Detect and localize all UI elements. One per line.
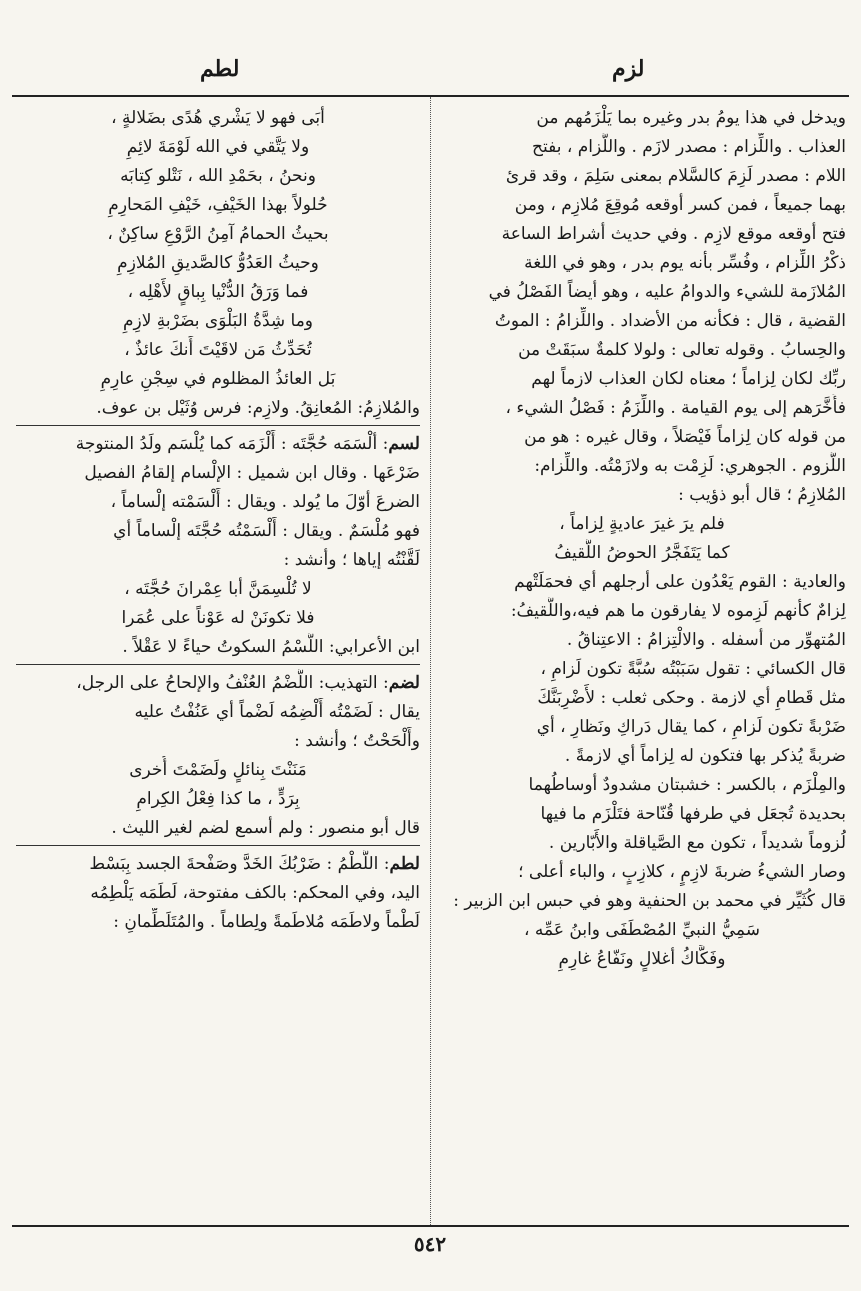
verse-line: لا تُلْسِمَنَّ أبا عِمْرانَ حُجَّتَه ، [124,579,312,599]
header-word-left: لطم [200,56,240,82]
text-line: اليد، وفي المحكم: بالكف مفتوحة، لَطَمَه يَلْطِمُه [90,883,420,903]
text-line: لُزوماً شديداً ، تكون مع الصَّياقلة والأَبّارين . [548,833,846,853]
text-line: مثل قَطامِ أي لازمة . وحكى ثعلب : لأَضْرِبَنَّكَ [537,688,846,708]
text-line: وأَلْحَحْتُ ؛ وأنشد : [294,731,420,751]
text-line: والعادية : القوم يَعْدُون على أرجلهم أي فحمَلَتْهم [514,572,846,592]
verse-line: بِرَدٍّ ، ما كذا فِعْلُ الكِرامِ [136,789,300,809]
entry-text: : ألْسَمَه حُجَّتَه : أَلْزَمَه كما يُلْسَم ولَدُ المنتوجة [75,434,389,454]
entry-headword: لطم [389,854,420,874]
bottom-rule [12,1225,849,1227]
verse-line: أبَى فهو لا يَشْري هُدًى بضَلالةٍ ، [111,108,325,128]
text-line: بحديدة تُجعَل في طرفها قُنّاحة فتَلْزَم ما فيها [540,804,846,824]
text-line: ويدخل في هذا يومُ بدر وغيره بما يَلْزَمُهم من [536,108,846,128]
verse-line: وفَكَّاكُ أغلالٍ ونَفّاعُ غارِمِ [558,949,726,969]
entry-separator [16,425,420,426]
text-line: اللُّزوم . الجوهري: لَزِمْت به ولازَمْتُه. واللِّزام: [534,456,846,476]
text-line: الضرعَ أوّلَ ما يُولد . ويقال : أَلْسَمْته إلْساماً ، [110,492,420,512]
entry-first-line [16,850,420,879]
verse-line: سَمِيُّ النبيِّ المُصْطَفَى وابنُ عَمِّه ، [524,920,760,940]
text-line: بهما جميعاً ، فمن كسر أوقعه مُوقِعَ مُلازِم ، ومن [514,195,846,215]
text-line: المُلازَمة للشيء والدوامُ عليه ، وهو أيضاً الفَصْلُ في [488,282,846,302]
text-line: ابن الأعرابي: اللَّسْمُ السكوتُ حياءً لا عَقْلاً . [122,637,420,657]
text-line: ضَرْبةً تكون لَزامِ ، كما يقال دَراكِ ونَظارِ ، أي [536,717,846,737]
verse-line: حُلولاً بهذا الخَيْفِ، خَيْفِ المَحارِمِ [108,195,328,215]
text-line: اللام : مصدر لَزِمَ كالسَّلام بمعنى سَلِمَ ، وقد قرئ [505,166,846,186]
left-column [16,104,420,1219]
text-line: العذاب . واللِّزام : مصدر لازَم . واللَّزام ، بفتح [532,137,846,157]
verse-line: مَنَنْتَ بِنائلٍ ولَضَمْتَ أُخرى [129,760,307,780]
text-line: من قوله كان لِزاماً فَيْصَلاً ، وقال غيره : هو من [524,427,846,447]
text-line: المُلازِمُ ؛ قال أبو ذؤيب : [678,485,846,505]
entry-text: : اللَّطْمُ : ضَرْبُكَ الخَدَّ وصَفْحةَ الجسد بِبَسْط [89,854,390,874]
text-line: القضية ، قال : فكأنه من الأضداد . واللِّزامُ : الموتُ [494,311,846,331]
text-line: قال أبو منصور : ولم أسمع لضم لغير الليث . [111,818,420,838]
text-line: لِزامٌ كأنهم لَزِموه لا يفارقون ما هم فيه،واللَّقيفُ: [510,601,846,621]
verse-line: وحيثُ العَدُوُّ كالصَّديقِ المُلازِمِ [117,253,319,273]
entry-text: : التهذيب: اللَّضْمُ العُنْفُ والإلحاحُ على الرجل، [76,673,389,693]
text-line: والمِلْزَم ، بالكسر : خشبتان مشدودٌ أوساطُهما [528,775,846,795]
entry-first-line [16,669,420,698]
right-column [438,104,846,1219]
text-line: لَقَّنْتُه إياها ؛ وأنشد : [283,550,420,570]
column-divider [430,97,431,1225]
header-word-right: لزم [612,56,645,82]
verse-line: تُحَدِّثُ مَن لاقَيْتَ أَنكَ عائذٌ ، [124,340,312,360]
text-line: ذكْرُ اللِّزام ، وفُسِّر بأنه يوم بدر ، وهو في اللغة [524,253,846,273]
verse-line: بَل العائذُ المظلوم في سِجْنِ عارِمِ [100,369,336,389]
verse-line: فلم يرَ غيرَ عاديةٍ لِزاماً ، [559,514,725,534]
text-line: قال كُثَيِّر في محمد بن الحنفية وهو في حبس ابن الزبير : [453,891,846,911]
verse-line: فما وَرَقُ الدُّنْيا بِباقٍ لأَهْلِه ، [127,282,309,302]
text-line: ضربةً يُذكر بها فتكون له لِزاماً أي لازمةً . [564,746,846,766]
text-line: والمُلازِمُ: المُعانِقُ. ولازِم: فرس وُثَيْل بن عوف. [96,398,420,418]
text-line: فتح أوقعه موقع لازِم . وفي حديث أشراط الساعة [501,224,846,244]
entry-headword: لسم [388,434,420,454]
verse-line: كما يَتَفَجَّرُ الحوضُ اللَّقيفُ [554,543,730,563]
text-line: وصار الشيءُ ضربةَ لازِمٍ ، كلازِبٍ ، والباء أعلى ؛ [518,862,846,882]
text-line: والحِسابُ . وقوله تعالى : ولولا كلمةٌ سبَقَتْ من [518,340,846,360]
text-line: ضَرْعَها . وقال ابن شميل : الإلْسام إلقامُ الفصيل [84,463,420,483]
entry-separator [16,845,420,846]
verse-line: بحيثُ الحمامُ آمِنُ الرَّوْعِ ساكِنٌ ، [107,224,329,244]
text-line: فأَخَّرَهم إلى يوم القيامة . واللِّزَمُ : فَصْلُ الشيء ، [505,398,846,418]
text-line: ربِّك لكان لِزاماً ؛ معناه لكان العذاب لازماً لهم [531,369,846,389]
verse-line: فلا تكونَنْ له عَوْناً على عُمَرا [121,608,315,628]
verse-line: ولا يَتَّقي في الله لَوْمَةَ لائِمِ [126,137,310,157]
verse-line: ونحنُ ، بحَمْدِ الله ، نَتْلو كِتابَه [120,166,316,186]
entry-separator [16,664,420,665]
text-line: قال الكسائي : تقول سَبَبْتُه سُبَّةً تكون لَزامِ ، [540,659,846,679]
entry-first-line [16,430,420,459]
verse-line: وما شِدَّةُ البَلْوَى بضَرْبةِ لازِمِ [122,311,314,331]
text-line: يقال : لَضَمْتُه أَلْضِمُه لَضْماً أي عَنُفْتُ عليه [134,702,420,722]
text-line: لَطْماً ولاطَمَه مُلاطَمةً ولِطاماً . والمُتَلَطِّمانِ : [113,912,420,932]
entry-headword: لضم [388,673,420,693]
text-line: المُتهوِّر من أسفله . والالْتِزامُ : الاعتِناقُ . [566,630,846,650]
page-number: ٥٤٢ [413,1232,447,1256]
text-line: فهو مُلْسَمٌ . ويقال : أَلْسَمْتُه حُجَّتَه إلْساماً أي [113,521,420,541]
